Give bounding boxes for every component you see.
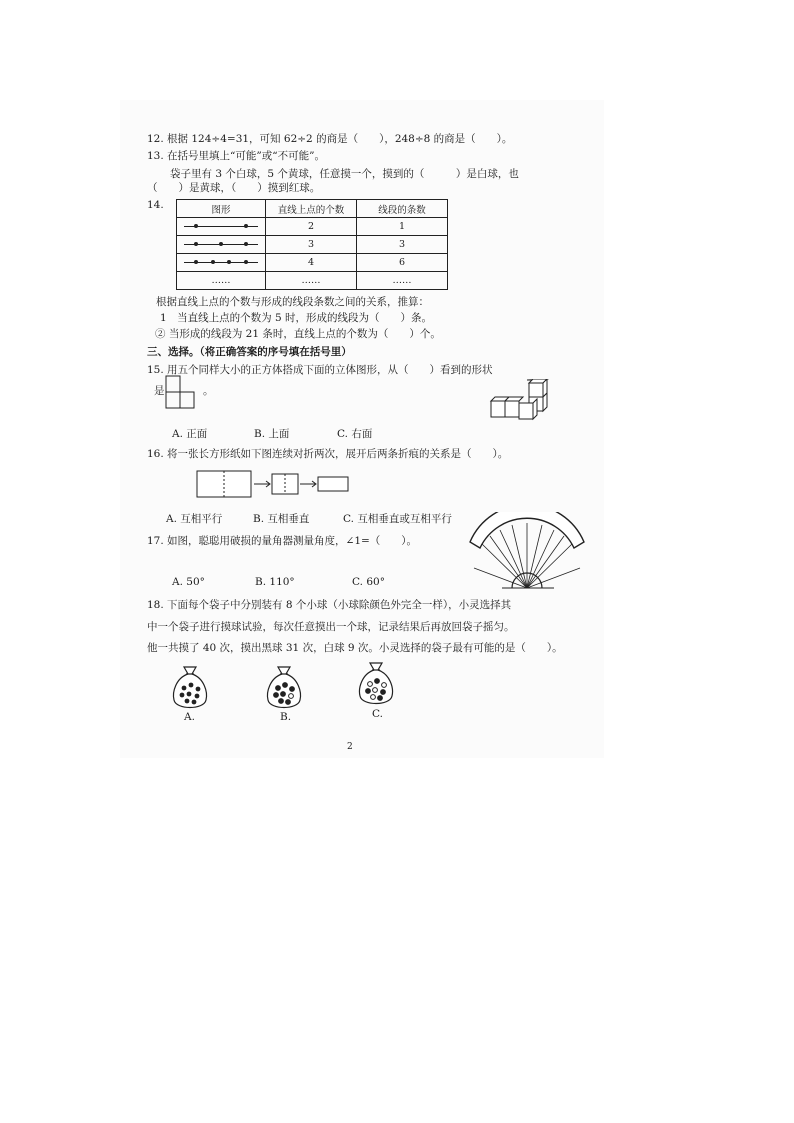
paper-folding-diagram	[196, 470, 352, 500]
question-15-line1: 15. 用五个同样大小的正方体搭成下面的立体图形，从（ ）看到的形状	[147, 364, 493, 376]
question-13-line2: （ ）是黄球，（ ）摸到红球。	[147, 182, 321, 194]
question-14-sub1: 1 当直线上点的个数为 5 时，形成的线段为（ ）条。	[160, 312, 433, 324]
line-point-dot	[219, 242, 223, 246]
table-cell: 4	[266, 254, 357, 272]
table-row	[177, 254, 448, 272]
bag-label-b: B.	[280, 711, 292, 723]
table-cell: 2	[266, 218, 357, 236]
ball-bag-a-icon	[170, 664, 210, 712]
points-segments-table	[176, 199, 448, 290]
question-14-number: 14.	[147, 199, 164, 211]
table-row	[177, 272, 448, 290]
question-18-line3: 他一共摸了 40 次，摸出黑球 31 次，白球 9 次。小灵选择的袋子最有可能的是（ ）。	[147, 642, 563, 654]
ball-bag-c-icon	[356, 660, 396, 708]
question-16-option-b: B. 互相垂直	[253, 513, 310, 525]
line-point-dot	[227, 260, 231, 264]
view-shape-icon	[165, 375, 197, 411]
table-cell: 6	[357, 254, 448, 272]
table-cell: ……	[266, 272, 357, 290]
question-17-option-b: B. 110°	[255, 576, 295, 588]
page-number: 2	[347, 742, 353, 752]
line-point-dot	[194, 224, 198, 228]
question-12: 12. 根据 124÷4=31，可知 62÷2 的商是（ ），248÷8 的商是（ ）。	[147, 133, 513, 145]
bag-label-c: C.	[372, 708, 383, 720]
question-14-sub2: ② 当形成的线段为 21 条时，直线上点的个数为（ ）个。	[155, 328, 441, 340]
line-point-dot	[244, 260, 248, 264]
folded-twice-paper	[318, 477, 348, 491]
line-figure	[177, 254, 266, 272]
question-13-line1: 袋子里有 3 个白球，5 个黄球，任意摸一个，摸到的（ ）是白球，也	[170, 168, 519, 180]
line-figure	[177, 236, 266, 254]
table-header: 直线上点的个数	[266, 200, 357, 218]
line-point-dot	[194, 242, 198, 246]
table-cell: ……	[357, 272, 448, 290]
cube-stack-icon	[487, 379, 549, 425]
question-18-line2: 中一个袋子进行摸球试验，每次任意摸出一个球，记录结果后再放回袋子摇匀。	[147, 621, 515, 633]
table-row	[177, 218, 448, 236]
question-15-option-c: C. 右面	[337, 428, 373, 440]
table-cell: 3	[357, 236, 448, 254]
bag-label-a: A.	[184, 711, 195, 723]
question-17: 17. 如图，聪聪用破损的量角器测量角度，∠1=（ ）。	[147, 535, 418, 547]
table-header: 线段的条数	[357, 200, 448, 218]
question-16: 16. 将一张长方形纸如下图连续对折两次，展开后两条折痕的关系是（ ）。	[147, 448, 509, 460]
broken-protractor-icon	[462, 512, 592, 592]
table-cell: 1	[357, 218, 448, 236]
question-17-option-a: A. 50°	[172, 576, 205, 588]
arrow-right-icon	[300, 481, 316, 487]
question-16-option-c: C. 互相垂直或互相平行	[343, 513, 452, 525]
question-14-intro: 根据直线上点的个数与形成的线段条数之间的关系，推算：	[156, 296, 429, 308]
table-cell: 3	[266, 236, 357, 254]
line-point-dot	[211, 260, 215, 264]
line-figure	[177, 218, 266, 236]
question-17-option-c: C. 60°	[352, 576, 385, 588]
line-point-dot	[244, 242, 248, 246]
question-16-option-a: A. 互相平行	[166, 513, 223, 525]
table-header-row	[177, 200, 448, 218]
question-15-prefix: 是	[154, 385, 165, 397]
line-point-dot	[244, 224, 248, 228]
ball-bag-b-icon	[264, 664, 304, 712]
arrow-right-icon	[254, 481, 270, 487]
table-cell: ……	[177, 272, 266, 290]
line-point-dot	[194, 260, 198, 264]
question-13-title: 13. 在括号里填上“可能”或“不可能”。	[147, 150, 326, 162]
section-3-title: 三、选择。（将正确答案的序号填在括号里）	[147, 346, 352, 358]
question-18-line1: 18. 下面每个袋子中分别装有 8 个小球（小球除颜色外完全一样），小灵选择其	[147, 599, 512, 611]
table-header: 图形	[177, 200, 266, 218]
question-15-option-a: A. 正面	[172, 428, 208, 440]
question-15-option-b: B. 上面	[254, 428, 290, 440]
question-15-suffix: 。	[203, 385, 214, 397]
table-row	[177, 236, 448, 254]
